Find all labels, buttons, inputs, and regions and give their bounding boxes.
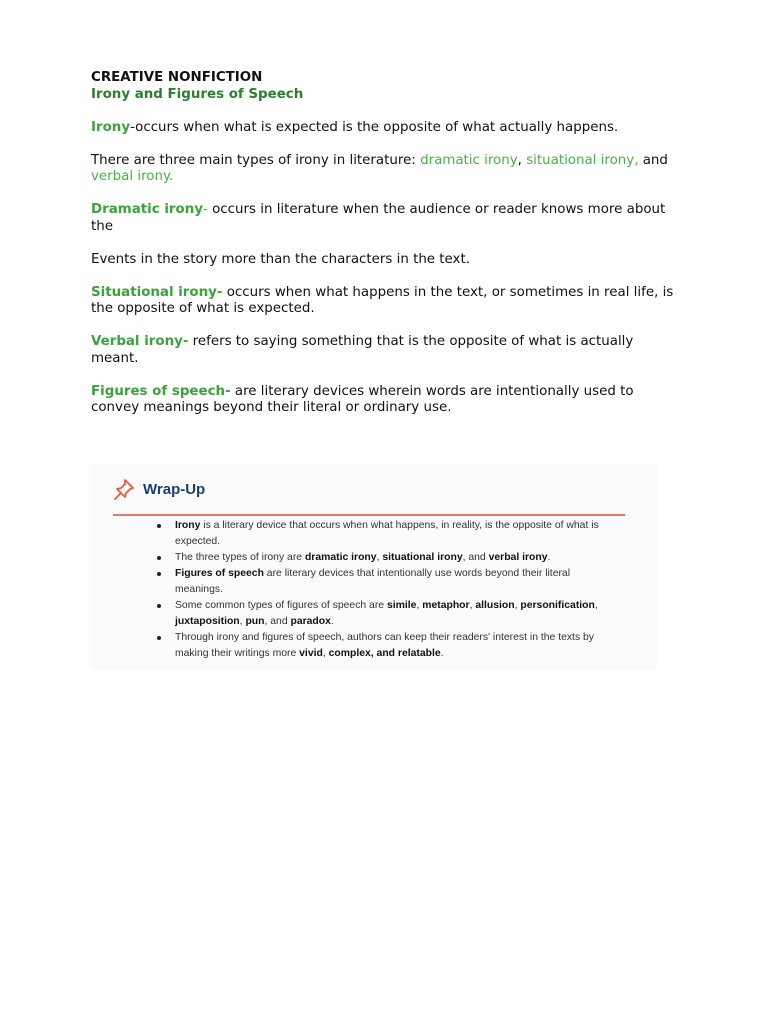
- irony-definition: [91, 120, 681, 137]
- events-line: Events in the story more than the characters in the text.: [91, 251, 470, 267]
- irony-term: Irony: [91, 119, 131, 135]
- wrap-up-image: [91, 464, 657, 670]
- list-item: The three types of irony are dramatic irony, situational irony, and verbal irony.: [155, 550, 615, 566]
- wrap-up-header: [113, 478, 205, 500]
- list-item: Irony is a literary device that occurs when what happens, in reality, is the opposite of what is expected.: [155, 518, 615, 550]
- pushpin-icon: [113, 478, 137, 500]
- type-dramatic: dramatic irony: [420, 152, 518, 168]
- list-item: Through irony and figures of speech, authors can keep their readers' interest in the texts by making their writings more vivid, complex, and relatable.: [155, 630, 615, 662]
- situational-text: occurs when what happens in the text, or sometimes in real life, is the opposite of what is expected.: [91, 284, 674, 316]
- situational-term: Situational irony-: [91, 284, 223, 300]
- document-body: [91, 70, 681, 417]
- irony-text: -occurs when what is expected is the opposite of what actually happens.: [130, 119, 619, 135]
- figures-definition: [91, 384, 681, 417]
- figures-text: are literary devices wherein words are intentionally used to convey meanings beyond their literal or ordinary use.: [91, 383, 634, 415]
- type-verbal: verbal irony.: [91, 169, 174, 184]
- type-situational: situational irony,: [526, 152, 639, 168]
- types-lead: There are three main types of irony in literature:: [91, 152, 421, 168]
- types-and: and: [638, 152, 668, 168]
- situational-definition: [91, 285, 681, 318]
- list-item: Some common types of figures of speech are simile, metaphor, allusion, personification, juxtaposition, pun, and paradox.: [155, 598, 615, 630]
- list-item: Figures of speech are literary devices that intentionally use words beyond their literal meanings.: [155, 566, 615, 598]
- irony-types: [91, 153, 681, 186]
- doc-subtitle: Irony and Figures of Speech: [91, 86, 304, 102]
- doc-title: CREATIVE NONFICTION: [91, 70, 263, 85]
- types-sep: ,: [517, 152, 527, 168]
- figures-term: Figures of speech-: [91, 383, 231, 399]
- verbal-term: Verbal irony-: [91, 334, 189, 349]
- dramatic-term: Dramatic irony: [91, 202, 203, 217]
- verbal-text: refers to saying something that is the opposite of what is actually meant.: [91, 334, 634, 366]
- wrap-up-divider: [113, 514, 625, 516]
- wrap-up-list: [155, 518, 615, 662]
- dramatic-definition: [91, 202, 681, 235]
- dramatic-dash: -: [203, 202, 208, 217]
- dramatic-text: occurs in literature when the audience or reader knows more about the: [91, 202, 666, 234]
- wrap-up-title: Wrap-Up: [143, 480, 206, 498]
- verbal-definition: [91, 334, 681, 367]
